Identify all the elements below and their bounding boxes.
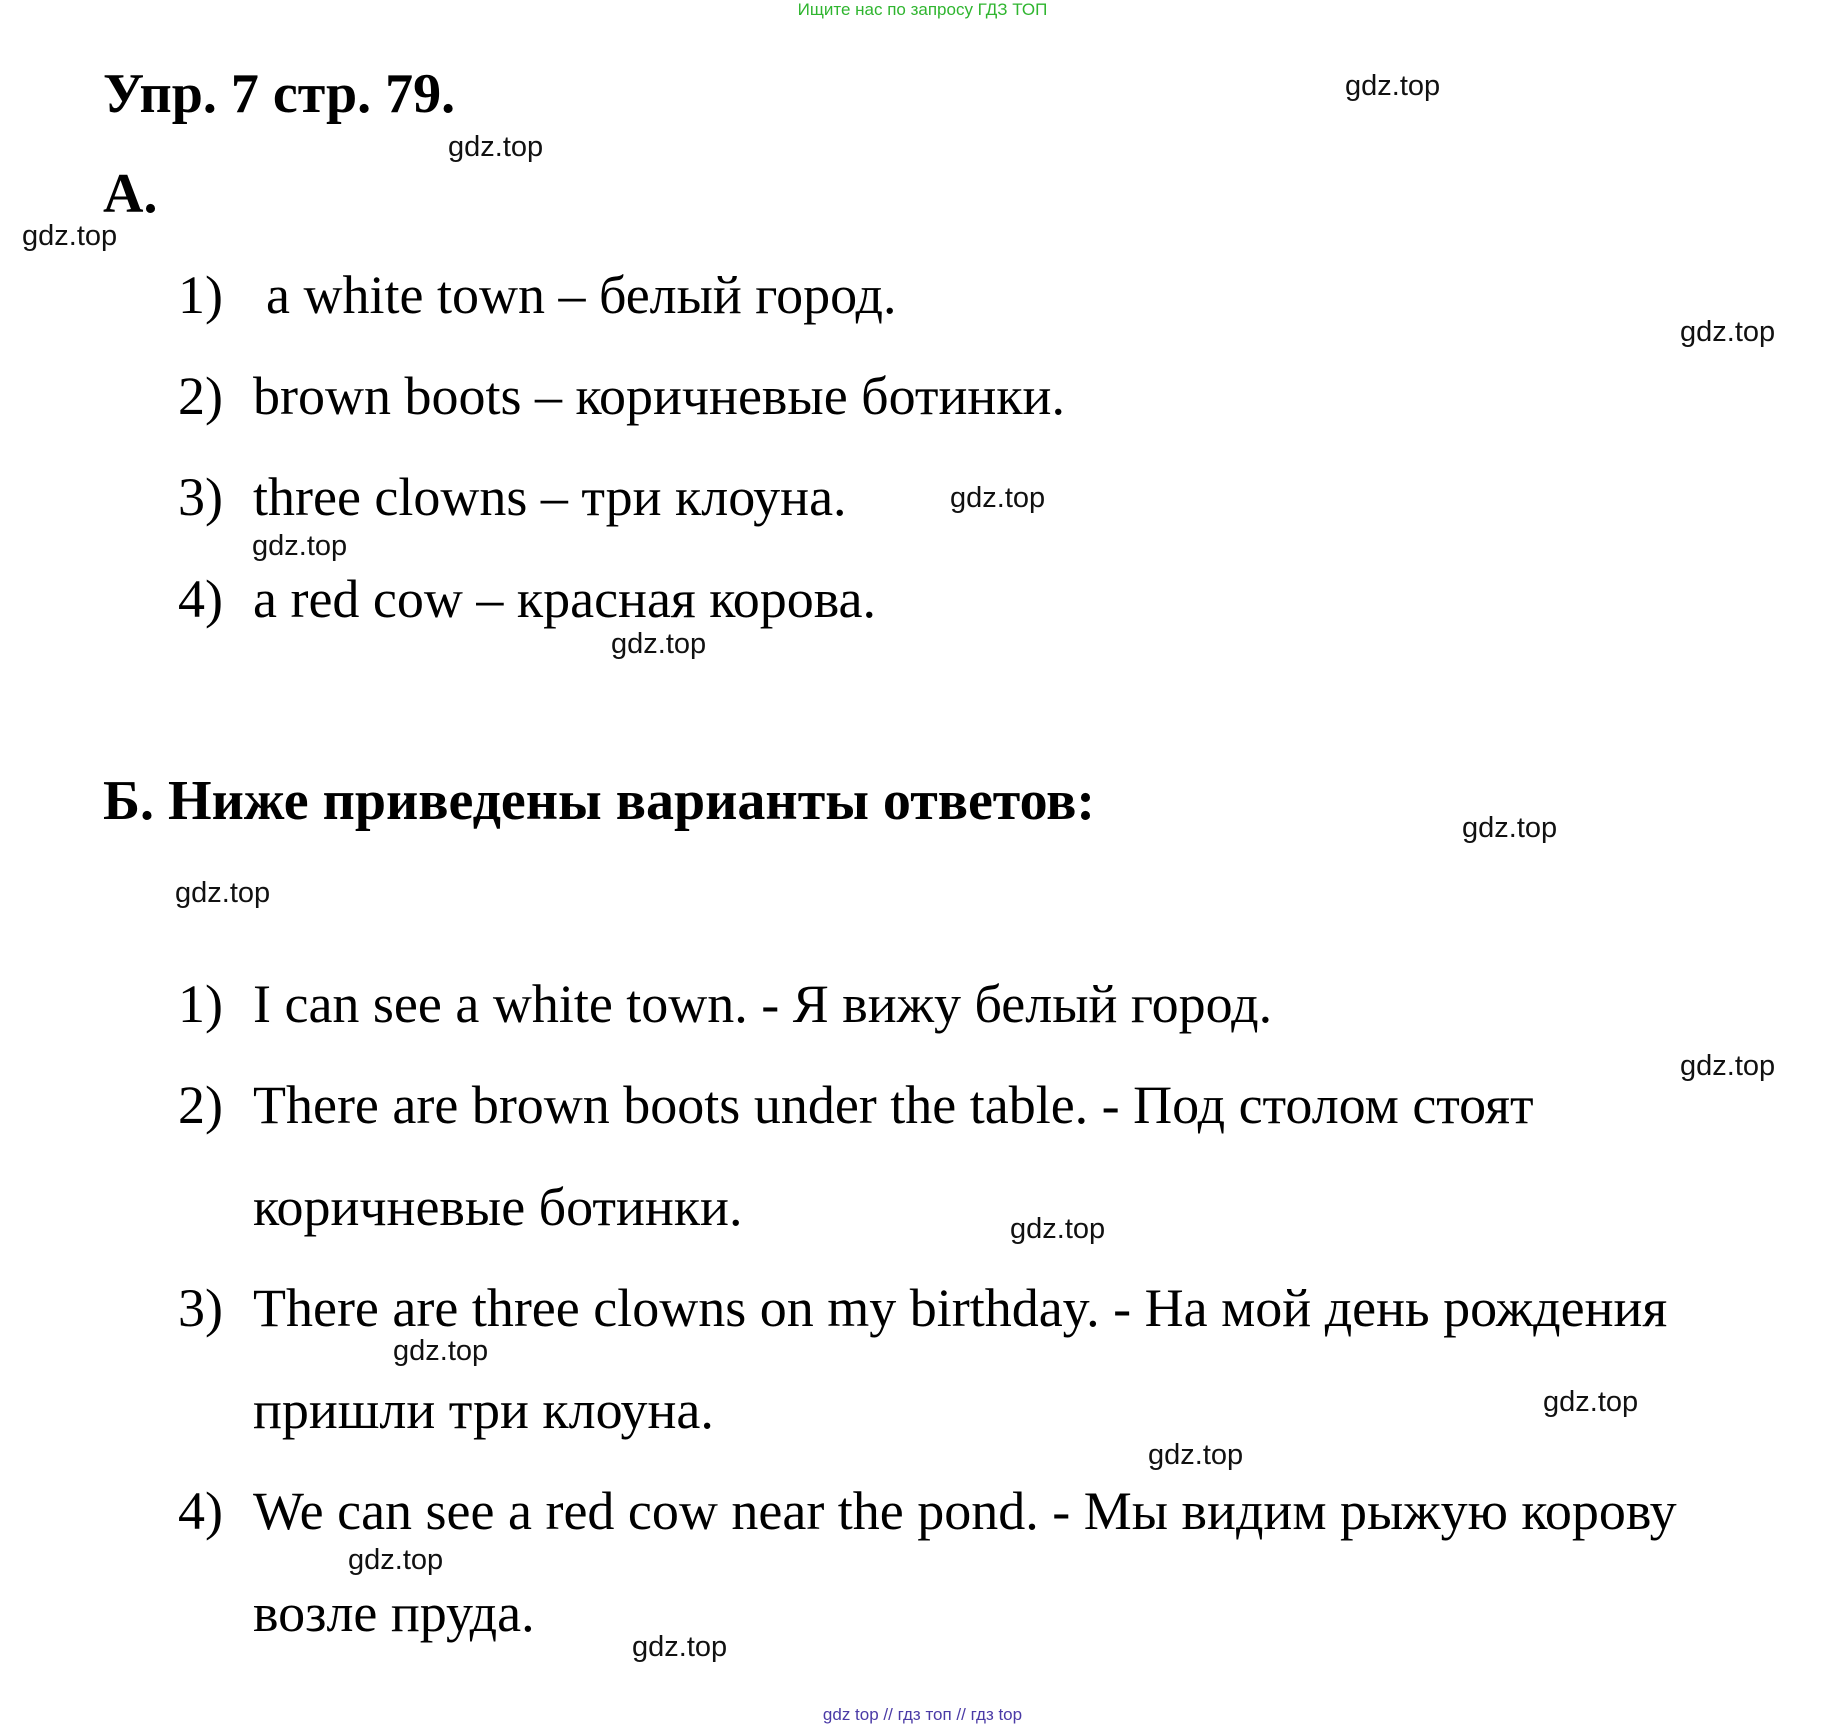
watermark: gdz.top xyxy=(1345,70,1441,102)
section-a-item-number: 2) xyxy=(178,366,223,426)
section-a-heading: А. xyxy=(103,163,158,225)
watermark: gdz.top xyxy=(175,877,271,909)
watermark: gdz.top xyxy=(393,1335,489,1367)
section-a-item-text: a red cow – красная корова. xyxy=(253,569,877,629)
section-b-item-text-continued: коричневые ботинки. xyxy=(253,1177,743,1237)
section-b-item-text-continued: пришли три клоуна. xyxy=(253,1380,714,1440)
section-b-item-text: There are brown boots under the table. - Под столом стоят xyxy=(253,1075,1534,1135)
section-b-item-text-continued: возле пруда. xyxy=(253,1583,535,1643)
watermark: gdz.top xyxy=(1680,1050,1776,1082)
watermark: gdz.top xyxy=(448,131,544,163)
section-b-item-number: 3) xyxy=(178,1278,223,1338)
watermark: gdz.top xyxy=(1462,812,1558,844)
section-b-item-number: 2) xyxy=(178,1075,223,1135)
watermark: gdz.top xyxy=(1543,1386,1639,1418)
section-a-item-text: a white town – белый город. xyxy=(266,265,897,325)
watermark: gdz.top xyxy=(252,530,348,562)
section-b-item-text: I can see a white town. - Я вижу белый город. xyxy=(253,974,1273,1034)
watermark: gdz.top xyxy=(1010,1213,1106,1245)
watermark: gdz.top xyxy=(1680,316,1776,348)
watermark: gdz.top xyxy=(348,1544,444,1576)
section-b-item-number: 4) xyxy=(178,1481,223,1541)
section-a-item-text: brown boots – коричневые ботинки. xyxy=(253,366,1065,426)
watermark: gdz.top xyxy=(611,628,707,660)
section-a-item-text: three clowns – три клоуна. xyxy=(253,467,847,527)
section-b-heading: Б. Ниже приведены варианты ответов: xyxy=(103,770,1096,832)
section-b-item-text: There are three clowns on my birthday. - На мой день рождения xyxy=(253,1278,1668,1338)
watermark: gdz.top xyxy=(1148,1439,1244,1471)
watermark: gdz.top xyxy=(632,1631,728,1663)
watermark: gdz.top xyxy=(950,482,1046,514)
section-a-item-number: 3) xyxy=(178,467,223,527)
section-b-item-text: We can see a red cow near the pond. - Мы видим рыжую корову xyxy=(253,1481,1677,1541)
section-a-item-number: 4) xyxy=(178,569,223,629)
exercise-title: Упр. 7 стр. 79. xyxy=(103,63,456,125)
watermark: gdz.top xyxy=(22,220,118,252)
section-b-item-number: 1) xyxy=(178,974,223,1034)
top-banner: Ищите нас по запросу ГДЗ ТОП xyxy=(797,0,1048,19)
footer-links: gdz top // гдз топ // гдз top xyxy=(822,1705,1023,1724)
section-a-item-number: 1) xyxy=(178,265,223,325)
